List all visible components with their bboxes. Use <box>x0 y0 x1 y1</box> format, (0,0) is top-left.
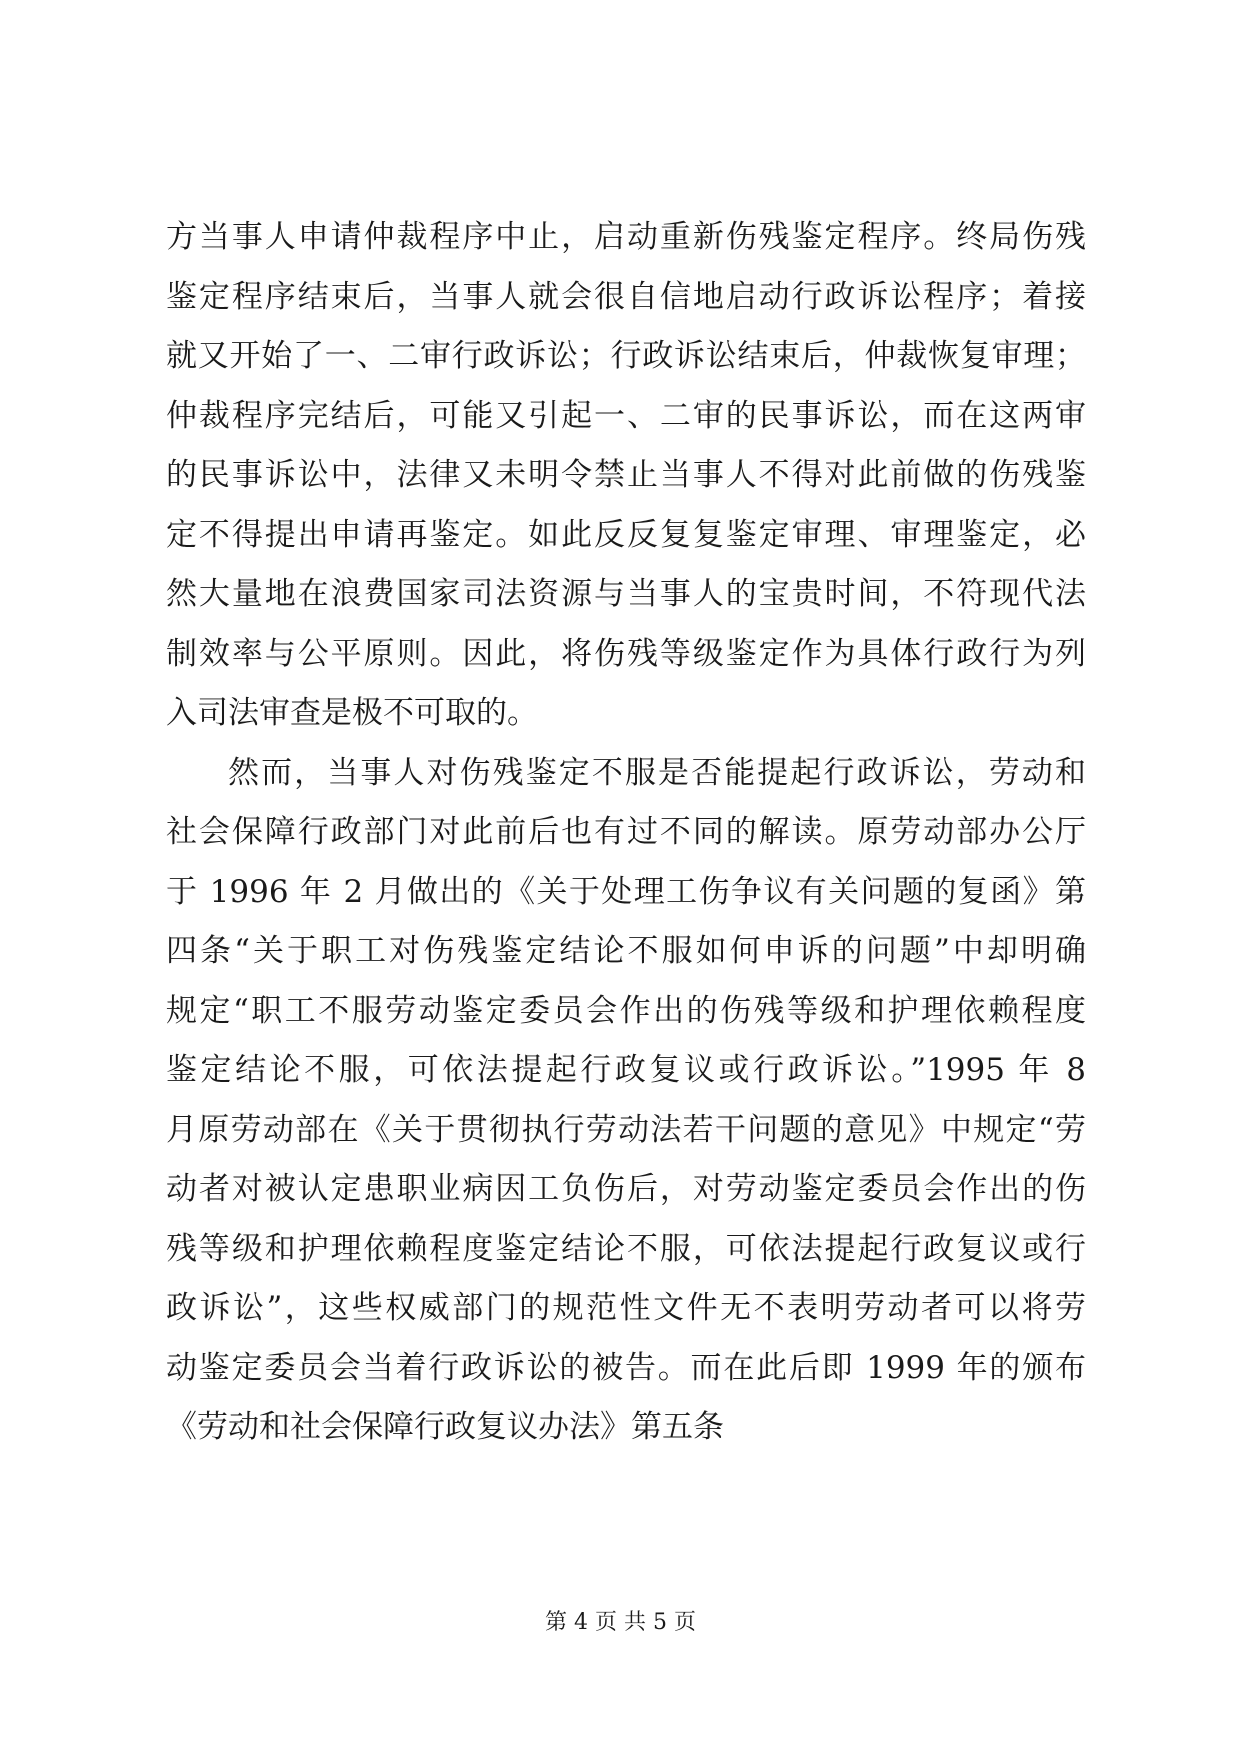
paragraph-1 <box>166 208 1086 744</box>
text-line: 四条“关于职工对伤残鉴定结论不服如何申诉的问题”中却明确 <box>166 933 1086 969</box>
text-line: 入司法审查是极不可取的。 <box>166 695 538 731</box>
page-number-footer: 第 4 页 共 5 页 <box>545 1610 696 1635</box>
text-line: 然大量地在浪费国家司法资源与当事人的宝贵时间，不符现代法 <box>166 576 1086 612</box>
text-line: 鉴定结论不服，可依法提起行政复议或行政诉讼。”1995 年 8 <box>166 1052 1086 1088</box>
text-line: 的民事诉讼中，法律又未明令禁止当事人不得对此前做的伤残鉴 <box>166 457 1086 493</box>
text-line: 然而，当事人对伤残鉴定不服是否能提起行政诉讼，劳动和 <box>228 754 1086 791</box>
text-line: 鉴定程序结束后，当事人就会很自信地启动行政诉讼程序；着接 <box>166 278 1086 315</box>
paragraph-2 <box>166 744 1086 1458</box>
document-body <box>166 208 1086 1458</box>
text-line: 残等级和护理依赖程度鉴定结论不服，可依法提起行政复议或行 <box>166 1230 1086 1267</box>
text-line: 月原劳动部在《关于贯彻执行劳动法若干问题的意见》中规定“劳 <box>166 1111 1086 1148</box>
text-line: 社会保障行政部门对此前后也有过不同的解读。原劳动部办公厅 <box>166 814 1086 850</box>
text-line: 政诉讼”，这些权威部门的规范性文件无不表明劳动者可以将劳 <box>166 1290 1086 1326</box>
text-line: 《劳动和社会保障行政复议办法》第五条 <box>166 1409 724 1445</box>
text-line: 制效率与公平原则。因此，将伤残等级鉴定作为具体行政行为列 <box>166 635 1086 672</box>
text-line: 仲裁程序完结后，可能又引起一、二审的民事诉讼，而在这两审 <box>166 397 1086 434</box>
text-line: 动鉴定委员会当着行政诉讼的被告。而在此后即 1999 年的颁布 <box>166 1349 1086 1386</box>
text-line: 于 1996 年 2 月做出的《关于处理工伤争议有关问题的复函》第 <box>166 873 1086 910</box>
text-line: 定不得提出申请再鉴定。如此反反复复鉴定审理、审理鉴定，必 <box>166 516 1086 553</box>
text-line: 就又开始了一、二审行政诉讼；行政诉讼结束后，仲裁恢复审理； <box>166 338 1086 374</box>
text-line: 规定“职工不服劳动鉴定委员会作出的伤残等级和护理依赖程度 <box>166 992 1086 1029</box>
text-line: 动者对被认定患职业病因工负伤后，对劳动鉴定委员会作出的伤 <box>166 1171 1086 1207</box>
text-line: 方当事人申请仲裁程序中止，启动重新伤残鉴定程序。终局伤残 <box>166 219 1086 255</box>
